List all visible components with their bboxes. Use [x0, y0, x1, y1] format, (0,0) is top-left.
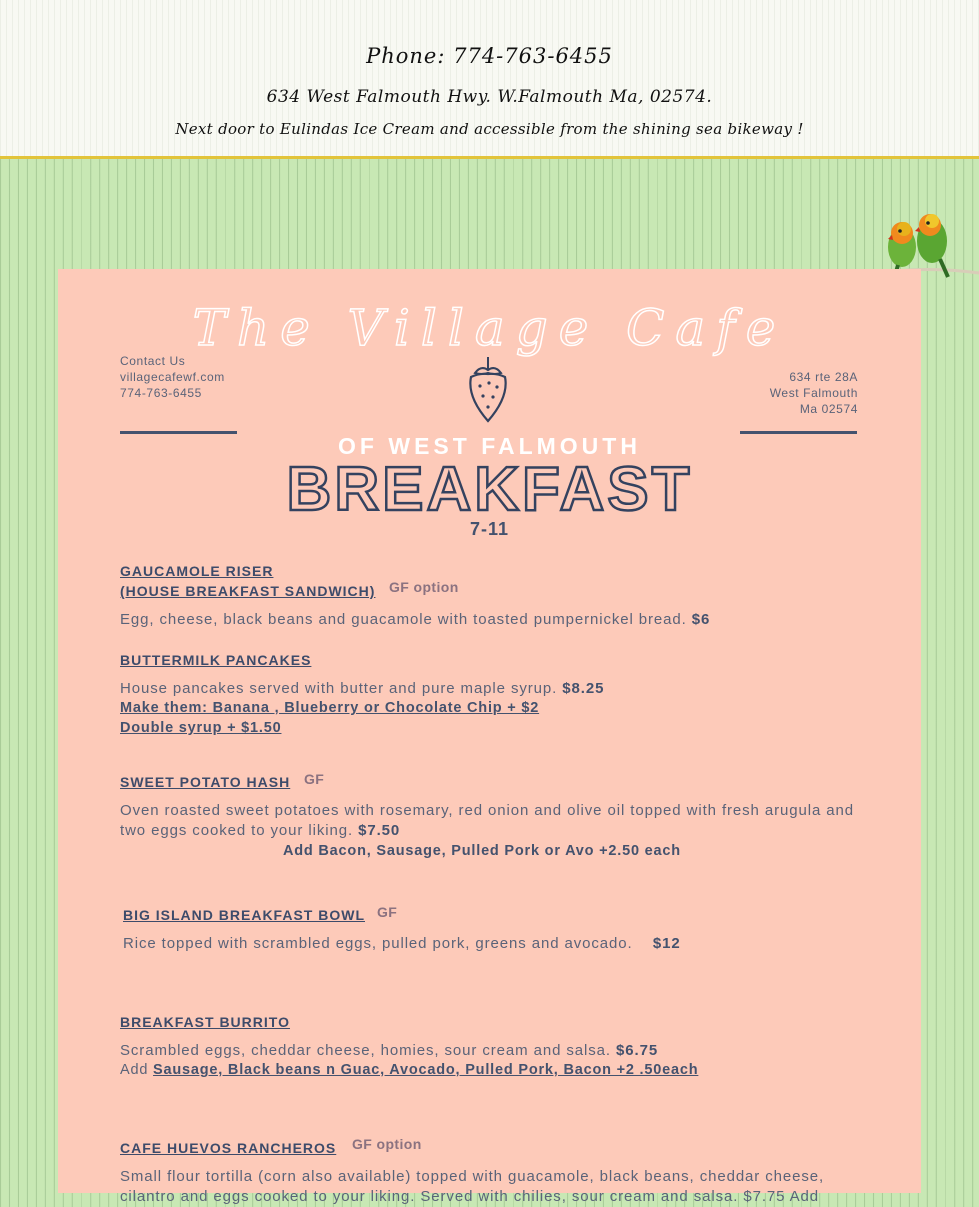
- contact-website[interactable]: villagecafewf.com: [120, 370, 225, 384]
- pancakes-price: $8.25: [562, 680, 605, 697]
- guac-title-line2: (HOUSE BREAKFAST SANDWICH): [120, 583, 376, 599]
- hash-price: $7.50: [358, 822, 401, 839]
- burrito-price: $6.75: [616, 1042, 659, 1059]
- hash-title: SWEET POTATO HASH: [120, 774, 291, 790]
- burrito-desc: Scrambled eggs, cheddar cheese, homies, sour cream and salsa.: [120, 1042, 617, 1059]
- burrito-addon: Sausage, Black beans n Guac, Avocado, Pulled Pork, Bacon +2 .50each: [153, 1062, 699, 1078]
- gf-tag: GF option: [352, 1136, 422, 1152]
- pancakes-syrup-addon: Double syrup + $1.50: [120, 720, 282, 736]
- pancakes-addon: Make them: Banana , Blueberry or Chocolate Chip + $2: [120, 700, 540, 716]
- strawberry-icon: [463, 353, 513, 425]
- burrito-addon-line: [120, 1060, 698, 1080]
- logo-breakfast-title: BREAKFAST: [286, 455, 693, 524]
- gf-tag: GF: [304, 771, 325, 787]
- rancheros-desc-line1: Small flour tortilla (corn also available) topped with guacamole, black beans, cheddar cheese,: [120, 1168, 825, 1185]
- logo-subtitle: OF WEST FALMOUTH: [338, 433, 641, 459]
- logo-script-title: The Village Cafe: [192, 299, 787, 357]
- bowl-title: BIG ISLAND BREAKFAST BOWL: [123, 907, 365, 923]
- guac-desc: Egg, cheese, black beans and guacamole with toasted pumpernickel bread.: [120, 611, 692, 628]
- guac-price: $6: [691, 611, 711, 628]
- pancakes-title: BUTTERMILK PANCAKES: [120, 652, 312, 668]
- contact-label: Contact Us: [120, 354, 186, 368]
- bowl-desc: Rice topped with scrambled eggs, pulled pork, greens and avocado.: [123, 935, 653, 952]
- header-phone: Phone: 774-763-6455: [366, 44, 613, 68]
- pancakes-desc: House pancakes served with butter and pure maple syrup.: [120, 680, 563, 697]
- burrito-add-label: Add: [120, 1062, 154, 1078]
- gf-tag: GF option: [389, 579, 459, 595]
- location-state-zip: Ma 02574: [799, 402, 858, 416]
- bowl-price: $12: [652, 935, 681, 952]
- header-directions: Next door to Eulindas Ice Cream and accessible from the shining sea bikeway !: [175, 120, 804, 138]
- menu-item-description: [120, 679, 604, 699]
- hash-addon: Add Bacon, Sausage, Pulled Pork or Avo +2.50 each: [283, 843, 681, 859]
- header-address: 634 West Falmouth Hwy. W.Falmouth Ma, 02574.: [266, 87, 713, 107]
- hash-desc: Oven roasted sweet potatoes with rosemary, red onion and olive oil topped with fresh arugula and two eggs cooked to your liking.: [120, 802, 854, 839]
- rancheros-title: CAFE HUEVOS RANCHEROS: [120, 1140, 337, 1156]
- menu-panel: [58, 269, 921, 1205]
- rancheros-desc-line2: cilantro and eggs cooked to your liking. Served with chilies, sour cream and salsa. $7.75 Add: [120, 1188, 820, 1205]
- contact-phone[interactable]: 774-763-6455: [120, 386, 202, 400]
- guac-title-line1: GAUCAMOLE RISER: [120, 563, 274, 579]
- menu-item-description: [123, 934, 681, 954]
- logo-hours: 7-11: [469, 519, 510, 539]
- menu-item-description: [120, 610, 710, 630]
- contact-block: [120, 353, 225, 401]
- burrito-title: BREAKFAST BURRITO: [120, 1014, 290, 1030]
- menu-item-description: [120, 1041, 658, 1061]
- location-street: 634 rte 28A: [789, 370, 858, 384]
- menu-item-description: [120, 1167, 824, 1207]
- gf-tag: GF: [377, 904, 398, 920]
- site-header: [0, 0, 979, 159]
- location-block: [770, 369, 858, 417]
- location-town: West Falmouth: [769, 386, 858, 400]
- menu-item-description: [120, 801, 865, 841]
- menu-item-title: [120, 561, 375, 601]
